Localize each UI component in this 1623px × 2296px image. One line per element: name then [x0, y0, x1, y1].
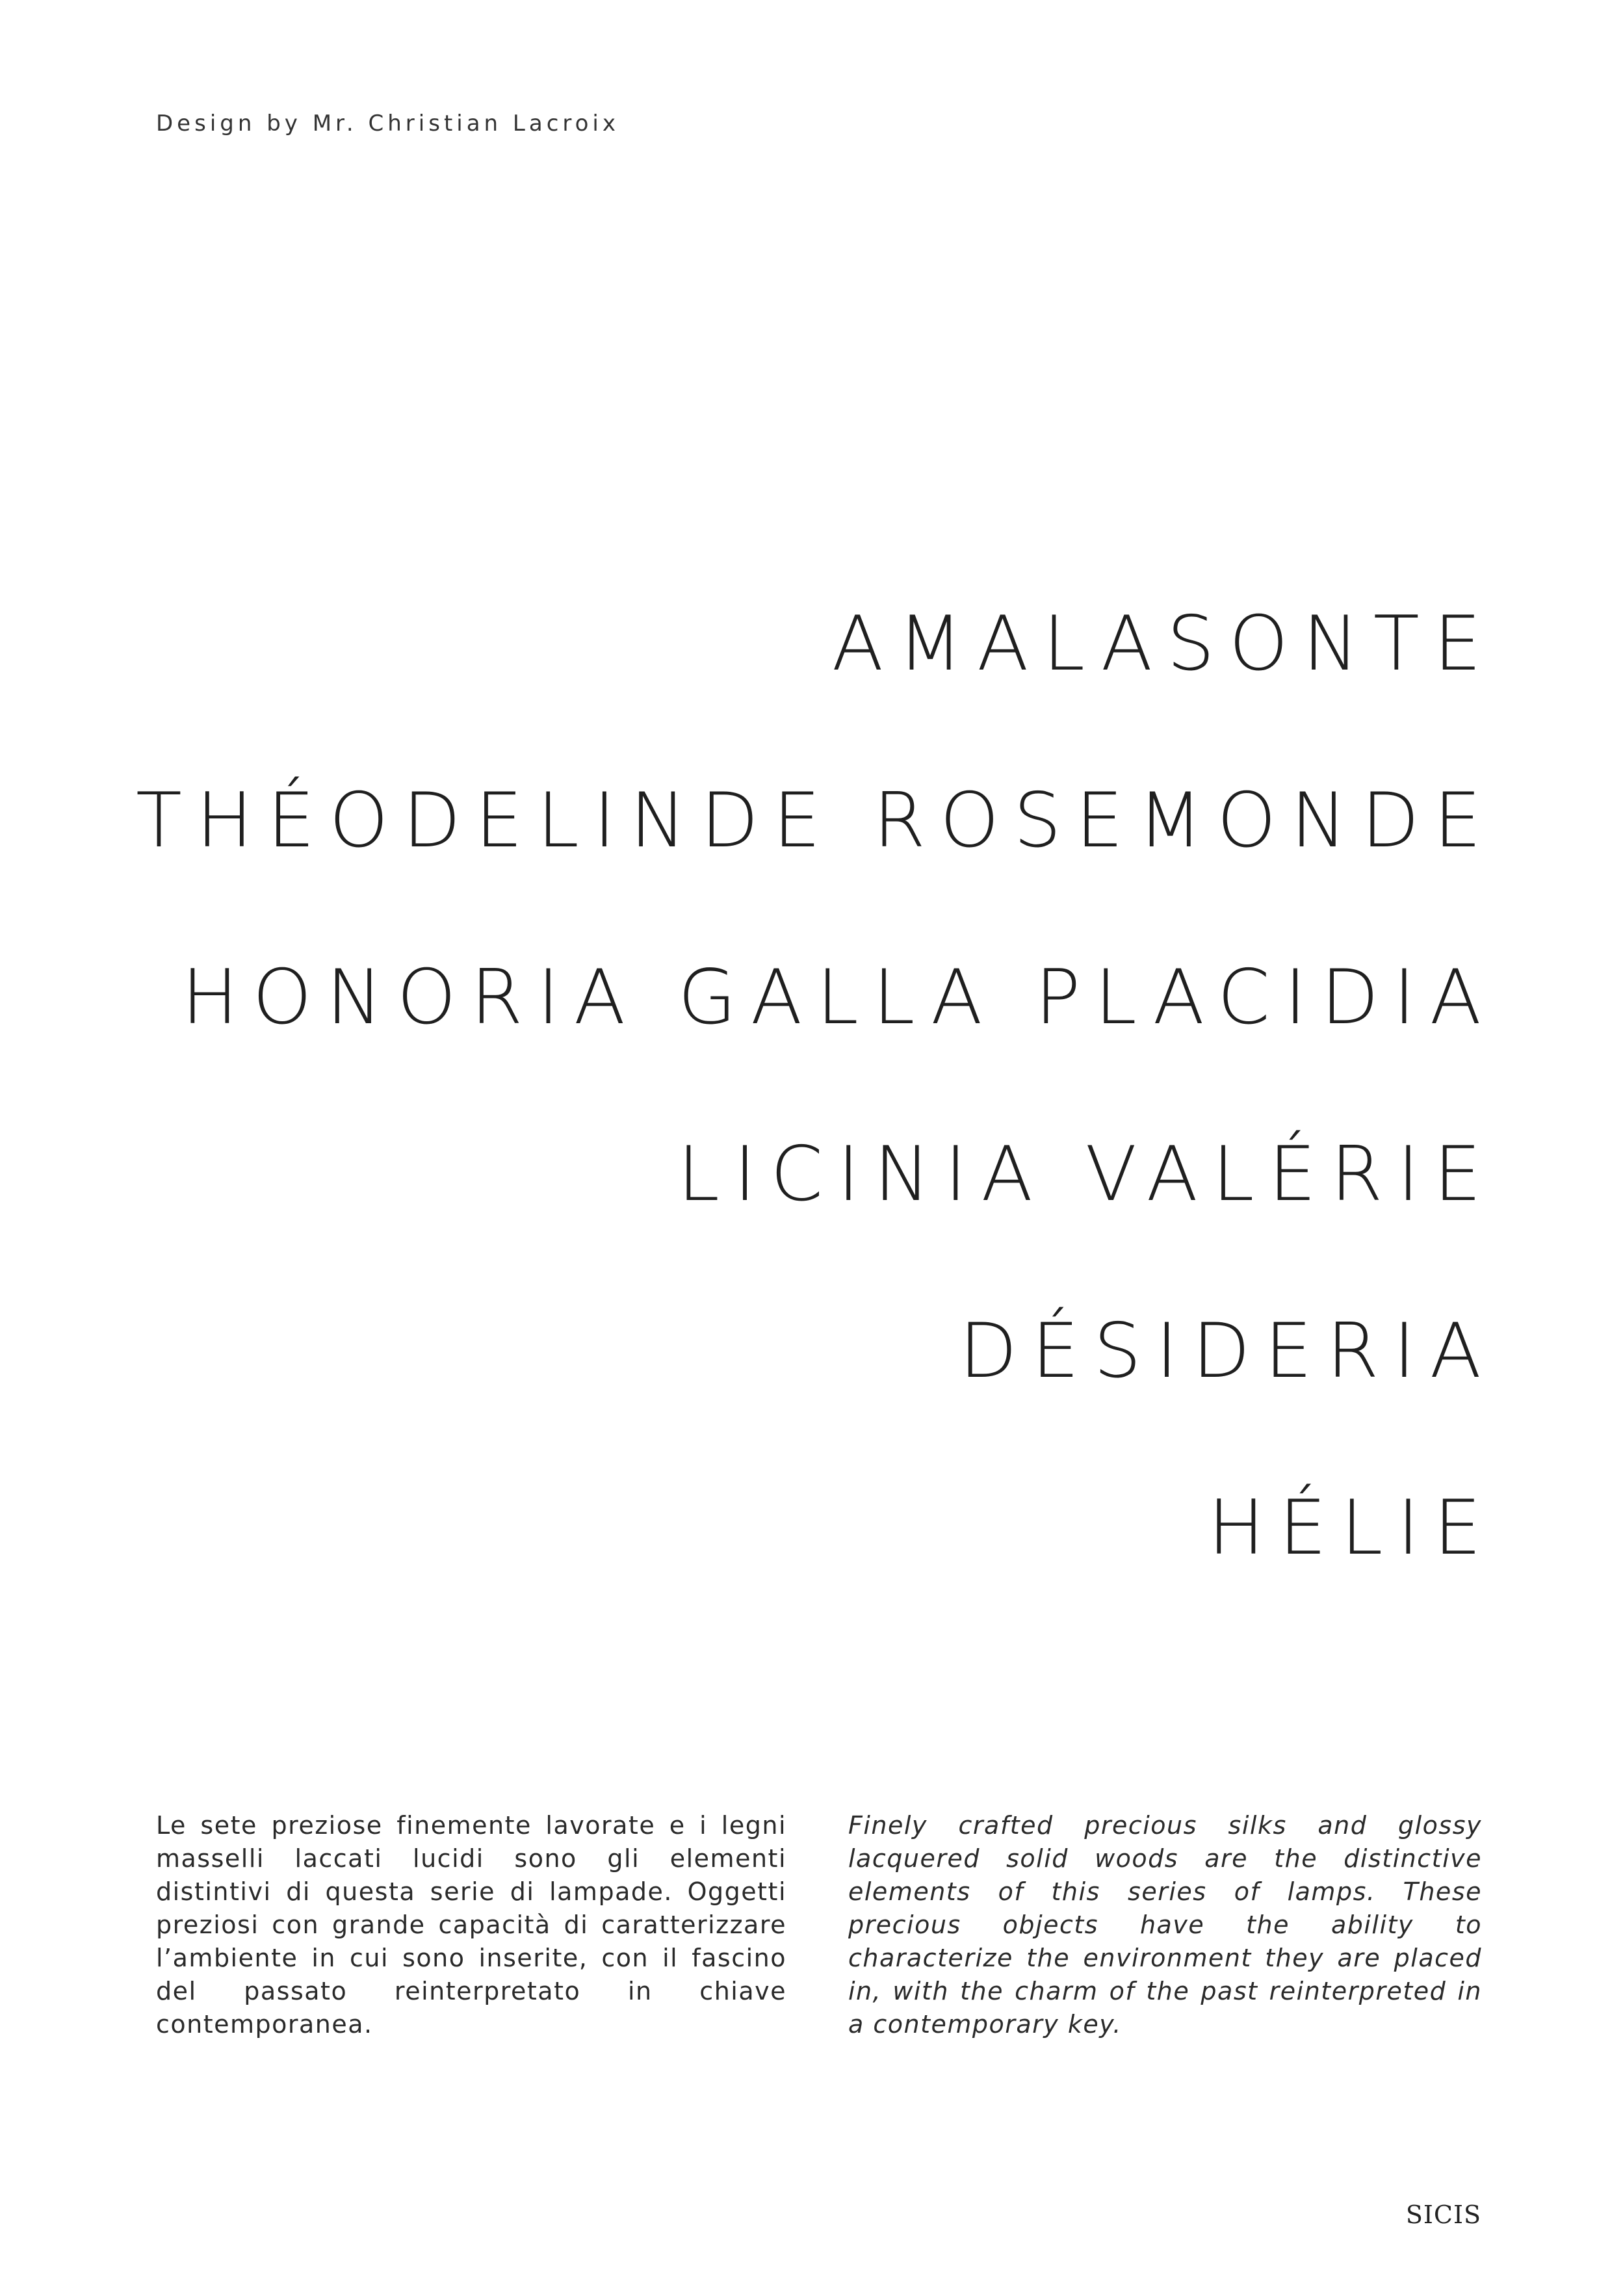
designer-credit: Design by Mr. Christian Lacroix: [156, 111, 619, 137]
collection-name: LICINIA VALÉRIE: [677, 1130, 1496, 1218]
collection-name: DÉSIDERIA: [959, 1307, 1496, 1395]
collection-name: HÉLIE: [1208, 1484, 1496, 1572]
description-english: Finely crafted precious silks and glossy lacquered solid woods are the distinctive elements of this series of lamps. These precious objects have the ability to characterize the environment they are placed in, with the charm of the past reinterpreted in a contemporary key.: [848, 1811, 1482, 2039]
collection-names: [116, 556, 1496, 1617]
description-italian: Le sete preziose finemente lavorate e i legni masselli laccati lucidi sono gli elementi distintivi di questa serie di lampade. Oggetti preziosi con grande capacità di caratterizzare l’ambiente in cui sono inserite, con il fascino del passato reinterpretato in chiave contemporanea.: [156, 1811, 786, 2039]
collection-name: AMALASONTE: [831, 600, 1496, 688]
collection-name: HONORIA GALLA PLACIDIA: [181, 954, 1496, 1041]
collection-name: THÉODELINDE ROSEMONDE: [135, 777, 1496, 865]
brand-logo: SICIS: [1405, 2200, 1481, 2229]
